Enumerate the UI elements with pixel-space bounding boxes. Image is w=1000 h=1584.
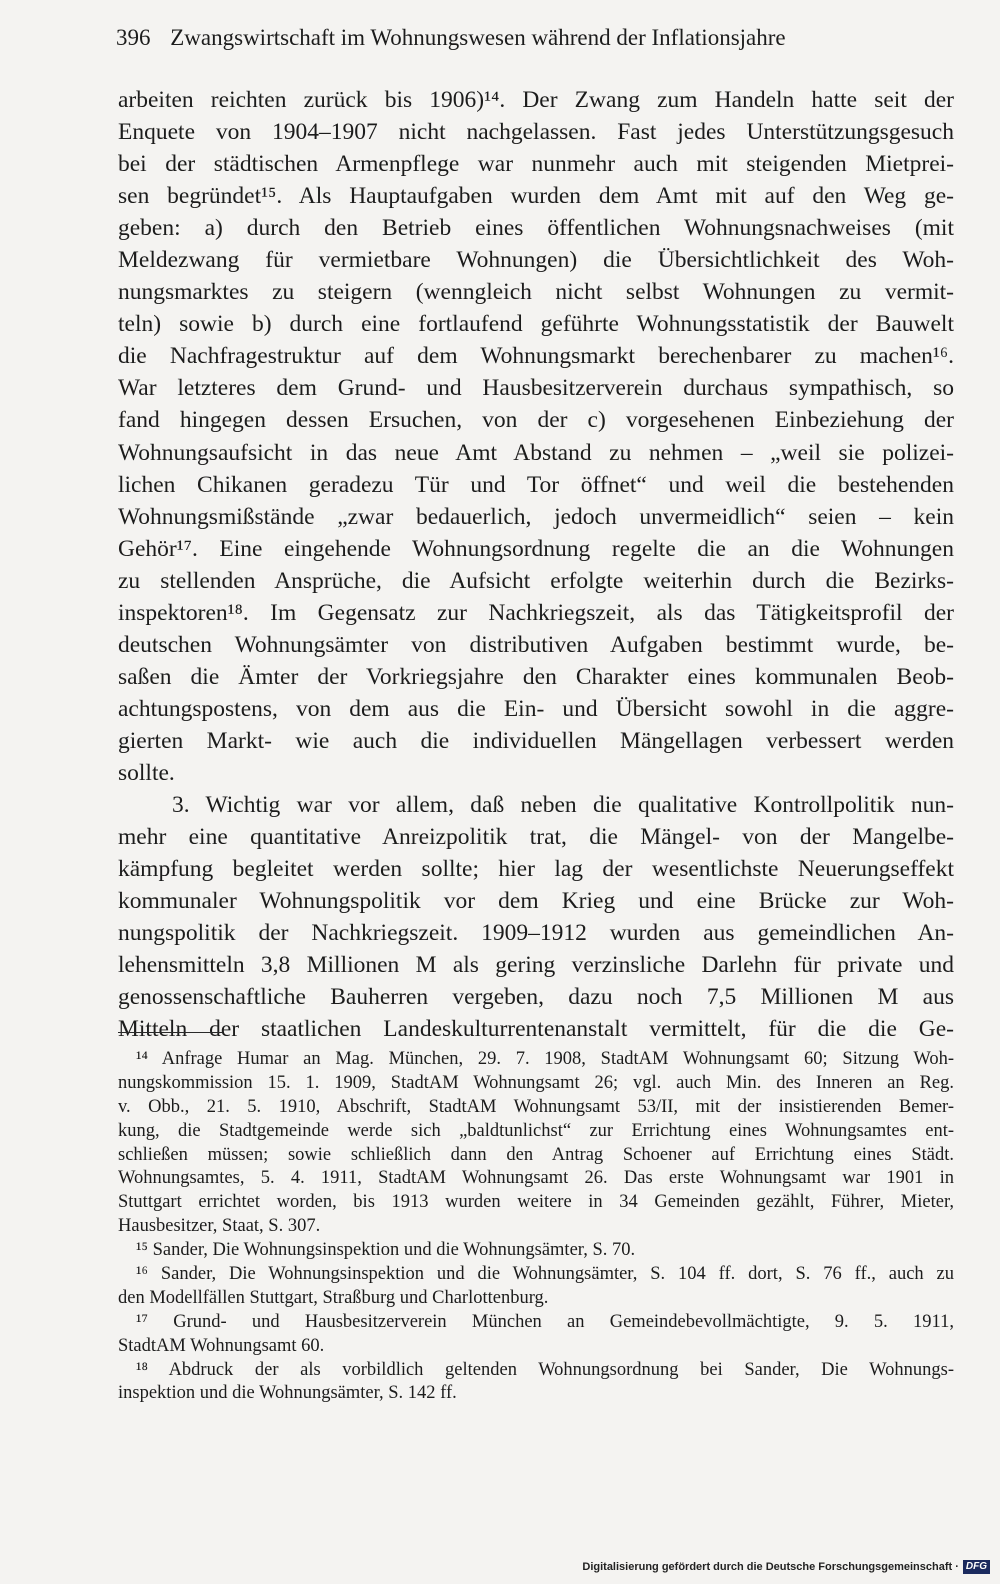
- footnote-line: ¹⁵ Sander, Die Wohnungsinspektion und die Wohnungsämter, S. 70.: [136, 1240, 636, 1261]
- footnotes: [118, 1048, 954, 1406]
- body-line: kämpfung begleitet werden sollte; hier lag der wesentlichste Neuerungseffekt: [118, 856, 954, 883]
- footnote-line: Hausbesitzer, Staat, S. 307.: [118, 1216, 321, 1237]
- body-line: Mitteln der staatlichen Landeskulturrentenanstalt vermittelt, für die die Ge-: [118, 1016, 954, 1043]
- body-line: achtungspostens, von dem aus die Ein- und Übersicht sowohl in die aggre-: [118, 695, 954, 722]
- footnote-line: kung, die Stadtgemeinde werde sich „baldtunlichst“ zur Errichtung eines Wohnungsamtes ent-: [118, 1120, 954, 1141]
- body-line: gierten Markt- wie auch die individuellen Mängellagen verbessert werden: [118, 727, 954, 754]
- footnote-line: ¹⁷ Grund- und Hausbesitzerverein München an Gemeindebevollmächtigte, 9. 5. 1911,: [136, 1311, 954, 1332]
- page-header: [116, 22, 874, 54]
- body-line: Gehör¹⁷. Eine eingehende Wohnungsordnung regelte die an die Wohnungen: [118, 535, 954, 562]
- body-line: lehensmitteln 3,8 Millionen M als gering verzinsliche Darlehn für private und: [118, 952, 954, 979]
- body-line: nungspolitik der Nachkriegszeit. 1909–1912 wurden aus gemeindlichen An-: [118, 920, 954, 947]
- body-line: 3. Wichtig war vor allem, daß neben die qualitative Kontrollpolitik nun-: [172, 792, 954, 819]
- digitization-credit: [582, 1560, 990, 1574]
- body-line: inspektoren¹⁸. Im Gegensatz zur Nachkriegszeit, als das Tätigkeitsprofil der: [118, 599, 954, 626]
- body-line: Meldezwang für vermietbare Wohnungen) die Übersichtlichkeit des Woh-: [118, 247, 954, 274]
- body-line: zu stellenden Ansprüche, die Aufsicht erfolgte weiterhin durch die Bezirks-: [118, 567, 954, 594]
- body-line: Enquete von 1904–1907 nicht nachgelassen. Fast jedes Unterstützungsgesuch: [118, 119, 954, 146]
- footnote-line: den Modellfällen Stuttgart, Straßburg und Charlottenburg.: [118, 1287, 549, 1308]
- body-line: deutschen Wohnungsämter von distributiven Aufgaben bestimmt wurde, be-: [118, 631, 954, 658]
- body-line: Wohnungsmißstände „zwar bedauerlich, jedoch unvermeidlich“ seien – kein: [118, 503, 954, 530]
- body-line: War letzteres dem Grund- und Hausbesitzerverein durchaus sympathisch, so: [118, 375, 954, 402]
- body-line: sen begründet¹⁵. Als Hauptaufgaben wurden dem Amt mit auf den Weg ge-: [118, 183, 954, 210]
- body-line: teln) sowie b) durch eine fortlaufend geführte Wohnungsstatistik der Bauwelt: [118, 311, 954, 338]
- body-line: sollte.: [118, 759, 175, 786]
- body-line: kommunaler Wohnungspolitik vor dem Krieg und eine Brücke zur Woh-: [118, 888, 954, 915]
- dfg-logo-icon: DFG: [963, 1560, 990, 1574]
- body-line: mehr eine quantitative Anreizpolitik trat, die Mängel- von der Mangelbe-: [118, 824, 954, 851]
- body-line: bei der städtischen Armenpflege war nunmehr auch mit steigenden Mietprei-: [118, 151, 954, 178]
- body-line: geben: a) durch den Betrieb eines öffentlichen Wohnungsnachweises (mit: [118, 215, 954, 242]
- body-line: nungsmarktes zu steigern (wenngleich nicht selbst Wohnungen zu vermit-: [118, 279, 954, 306]
- footnote-line: inspektion und die Wohnungsämter, S. 142 ff.: [118, 1383, 457, 1404]
- body-line: Wohnungsaufsicht in das neue Amt Abstand zu nehmen – „weil sie polizei-: [118, 439, 954, 466]
- footnote-line: ¹⁴ Anfrage Humar an Mag. München, 29. 7. 1908, StadtAM Wohnungsamt 60; Sitzung Woh-: [136, 1049, 954, 1069]
- body-line: lichen Chikanen geradezu Tür und Tor öffnet“ und weil die bestehenden: [118, 471, 954, 498]
- footnote-separator: [118, 1032, 222, 1033]
- footnote-line: Wohnungsamtes, 5. 4. 1911, StadtAM Wohnungsamt 26. Das erste Wohnungsamt war 1901 in: [118, 1168, 954, 1189]
- footnote-line: ¹⁸ Abdruck der als vorbildlich geltenden Wohnungsordnung bei Sander, Die Wohnungs-: [136, 1359, 954, 1380]
- footnote-line: Stuttgart errichtet worden, bis 1913 wurden weitere in 34 Gemeinden gezählt, Führer, Mieter,: [118, 1192, 954, 1213]
- credit-text: Digitalisierung gefördert durch die Deutsche Forschungsgemeinschaft ·: [582, 1561, 959, 1573]
- footnote-line: schließen müssen; sowie schließlich dann den Antrag Schoener auf Errichtung eines Städt.: [118, 1144, 954, 1165]
- body-line: genossenschaftliche Bauherren vergeben, dazu noch 7,5 Millionen M aus: [118, 984, 954, 1011]
- body-line: die Nachfragestruktur auf dem Wohnungsmarkt berechenbarer zu machen¹⁶.: [118, 343, 954, 370]
- footnote-line: nungskommission 15. 1. 1909, StadtAM Wohnungsamt 26; vgl. auch Min. des Inneren an Reg.: [118, 1072, 954, 1093]
- footnote-line: StadtAM Wohnungsamt 60.: [118, 1335, 325, 1356]
- body-text: [118, 84, 954, 1045]
- body-line: saßen die Ämter der Vorkriegsjahre den Charakter eines kommunalen Beob-: [118, 663, 954, 690]
- footnote-line: v. Obb., 21. 5. 1910, Abschrift, StadtAM Wohnungsamt 53/II, mit der insistierenden Bemer-: [118, 1096, 954, 1117]
- body-line: arbeiten reichten zurück bis 1906)¹⁴. Der Zwang zum Handeln hatte seit der: [118, 87, 954, 113]
- body-line: fand hingegen dessen Ersuchen, von der c) vorgesehenen Einbeziehung der: [118, 407, 954, 434]
- footnote-line: ¹⁶ Sander, Die Wohnungsinspektion und die Wohnungsämter, S. 104 ff. dort, S. 76 ff., auch zu: [136, 1264, 954, 1285]
- page-number: 396: [116, 25, 151, 50]
- running-title: Zwangswirtschaft im Wohnungswesen während der Inflationsjahre: [170, 25, 786, 50]
